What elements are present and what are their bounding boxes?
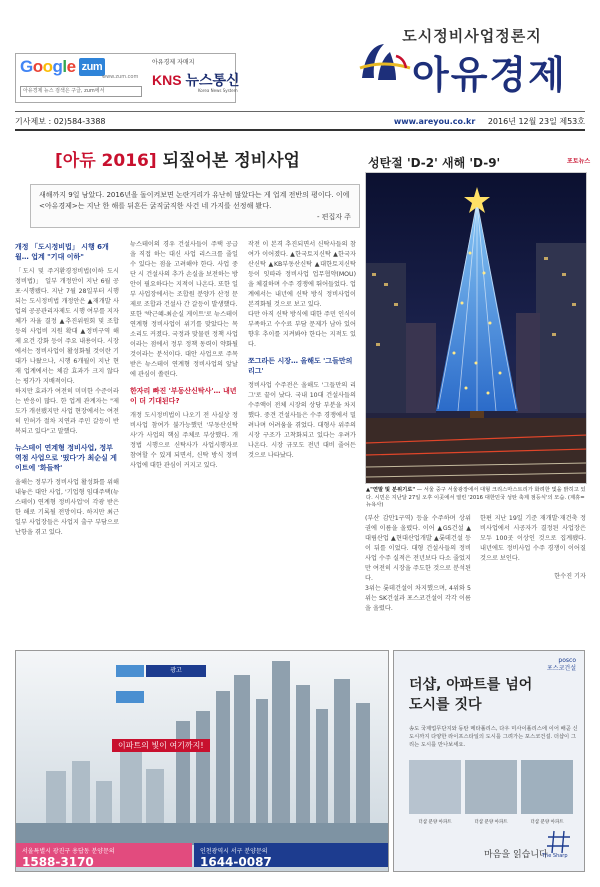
column-2-paragraph-2: 또한 '박근혜-최순실 게이트'로 뉴스테이 연계형 정비사업이 위기를 맞았다는 목소리도 커졌다. 국정과 맞물린 정책 사업이라는 점에서 정부 정책 동력이 약화될 것이라는 분석이다. 대안 사업으로 주목받은 뉴스테이 연계형 정비사업의 앞날에 관심이 쏠린다. (130, 311, 238, 378)
main-headline (55, 146, 300, 171)
ad-left-tagline: 이파트의 빛이 여기까지! (112, 739, 210, 752)
christmas-tree-image (366, 173, 587, 484)
kns-logo: KNS 뉴스통신 (152, 72, 240, 88)
kns-desc: 아유경제 자매지 (152, 59, 195, 66)
google-zum-block[interactable] (20, 58, 145, 98)
city-skyline-image (16, 651, 389, 872)
apartment-label-2: 더샵 분양 아파트 (474, 820, 508, 825)
article-column-3 (248, 240, 356, 640)
christmas-tree-photo (365, 172, 587, 484)
column-4-paragraph-1: (부산 감만1구역) 등을 수주하며 상위권에 이름을 올렸다. 이어 ▲GS건설 ▲대림산업 ▲현대산업개발 ▲롯데건설 등이 뒤를 이었다. 대형 건설사들의 정비사업 수주 실적은 전년보다 다소 줄었지만 여전히 시장을 주도한 것으로 분석된다. (365, 515, 471, 582)
column-2-subhead: 한자리 빠진 '부동산신탁사'… 내년이 더 기대된다? (130, 387, 237, 405)
posco-brand (547, 657, 576, 673)
zum-logo: zum (79, 58, 106, 76)
column-1-paragraph-1: 「도시 및 주거환경정비법(이하 도시정비법)」 일부 개정안이 지난 6월 공포·시행됐다. 지난 7월 28일부터 시행되는 도시정비법 개정안은 ▲재개발 사업의 공공관리자제도 시행 여부를 지자체가 자율 결정 ▲추진위원회 및 조합 등의 사업비 지원 확대 ▲정비구역 해제 요건 강화 등이 주요 내용이다. 시장에서는 정비사업이 활성화될 것이란 기대가 나왔으나, 시행 6개월이 지난 현재 업계에서는 체감 효과가 크지 않다는 평가가 지배적이다. (15, 268, 119, 385)
report-phone: 기사제보 : 02)584-3388 (15, 117, 106, 126)
ad-banner-2 (116, 691, 144, 703)
the-sharp-logo-icon (544, 827, 580, 863)
ad-slogan: 마음을 읽습니다 (484, 850, 548, 860)
ad-headline-line-1: 더샵, 아파트를 넘어 (409, 677, 533, 693)
column-1-paragraph-2: 하지만 효과가 여전히 미미한 수준이라는 반응이 많다. 한 업계 관계자는 "제도가 개선됐지만 사업 현장에서는 여전히 인허가 절차 지연과 주민 갈등이 반복되고 있다"고 말했다. (15, 388, 119, 435)
article-column-4 (365, 514, 471, 634)
column-1-paragraph-3: 올해는 정부가 정비사업 활성화를 위해 내놓은 대안 사업, '기업형 임대주택(뉴스테이) 연계형 정비사업'이 각광 받은 한 해로 기록될 전망이다. 하지만 최근 일부 사업장들은 사업지 출구 부담으로 난항을 겪고 있다. (15, 479, 119, 536)
ad-phone-box-2[interactable] (194, 843, 388, 867)
column-5-paragraph-1: 한편 지난 19일 기준 재개발·재건축 정비사업에서 시공자가 결정된 사업장은 모두 100곳 이상인 것으로 집계됐다. 내년에도 정비사업 수주 경쟁이 이어질 것으로 보인다. (480, 515, 586, 562)
apartment-ad-left[interactable] (15, 650, 389, 872)
column-1-subhead-2: 뉴스테이 연계형 정비사업, 정부 역점 사업으로 '떴다'가 최순실 게이트에 '화들짝' (15, 444, 117, 472)
article-column-1 (15, 240, 119, 640)
sponsor-box[interactable] (15, 53, 240, 103)
ad-phone-label-1: 서울특별시 광진구 용답동 분양문의 (22, 848, 115, 855)
intro-byline: - 편집자 주 (316, 213, 351, 221)
apartment-image-1 (409, 760, 461, 814)
apartment-image-3 (521, 760, 573, 814)
headline-text: 되짚어본 정비사업 (162, 151, 300, 171)
column-3-paragraph-3: 정비사업 수주전은 올해도 '그들만의 리그'로 끝이 났다. 국내 10대 건설사들의 수주액이 전체 시장의 상당 부분을 차지했다. 중견 건설사들은 수주 경쟁에서 밀려나며 어려움을 겪었다. 대형사 위주의 시장 구조가 고착화되고 있다는 우려가 나온다. 시장 규모도 전년 대비 줄어든 것으로 나타났다. (248, 382, 356, 459)
masthead-title: 아유경제 (412, 53, 567, 97)
the-sharp-logo-text: The Sharp (542, 853, 568, 859)
search-box[interactable]: 아유경제 뉴스 검색은 구글, zum에서 (20, 86, 142, 97)
ad-banner-label: 광고 (146, 665, 206, 677)
ad-apartment-images (409, 760, 574, 825)
apartment-label-3: 더샵 분양 아파트 (530, 820, 564, 825)
article-column-5 (480, 514, 586, 640)
apartment-image-2 (465, 760, 517, 814)
caption-title: ▲"연말 및 분위기로" (366, 487, 416, 493)
apartment-label-1: 더샵 분양 아파트 (418, 820, 452, 825)
ad-phone-label-2: 인천광역시 서구 분양문의 (200, 848, 268, 855)
photo-headline: 성탄절 'D-2' 새해 'D-9' (368, 156, 501, 170)
zum-url: www.zum.com (102, 74, 139, 80)
article-byline: 한수진 기자 (554, 573, 586, 580)
column-3-paragraph-2: 다만 아직 신탁 방식에 대한 주민 인식이 부족하고 수수료 부담 문제가 남아 있어 향후 추이를 지켜봐야 한다는 지적도 있다. (248, 311, 356, 348)
issue-date: 2016년 12월 23일 제53호 (487, 117, 585, 126)
caption-text: — 서울 중구 서울광장에서 대형 크리스마스트리가 화려한 빛을 밝히고 있다. 시민은 지난달 27일 오후 이곳에서 열린 '2016 대한민국 성탄 축제 점등식'의 모습. (제휴=뉴욕사) (366, 487, 586, 508)
headline-tag: [아듀 2016] (55, 151, 157, 171)
article-column-2 (130, 240, 238, 640)
column-3-subhead: 쪼그라든 시장… 올해도 '그들만의 리그' (248, 357, 353, 375)
posco-ad-right[interactable] (393, 650, 585, 872)
ad-right-headline (409, 675, 532, 715)
info-bar (15, 111, 585, 131)
posco-name: 포스코건설 (547, 665, 576, 672)
posco-logo: posco (558, 657, 576, 664)
ad-right-body: 송도 국제업무단지와 동탄 메타폴리스, 다우 미사이폴리스에 이어 배곧 신도시까지 다양한 라이프스타일의 도시를 그려가는 포스코건설. 더샵이 그리는 도시를 만나보세요. (409, 726, 578, 748)
photo-caption (366, 487, 586, 510)
masthead-logo-icon (356, 38, 412, 88)
column-1-subhead-1: 개정 「도시정비법」 시행 6개월… 업계 "기대 이하" (15, 243, 109, 261)
ad-phone-box-1[interactable] (16, 843, 192, 867)
column-2-paragraph-3: 개정 도시정비법이 나오기 전 사실상 정비사업 참여가 불가능했던 '부동산신탁사'가 사업의 핵심 주체로 부상했다. 개정법 시행으로 신탁사가 사업시행자로 참여할 수 있게 되면서, 신탁 방식 정비사업에 대한 관심이 커지고 있다. (130, 412, 238, 469)
ad-phone-number-1[interactable]: 1588-3170 (22, 855, 94, 869)
ad-banner-1 (116, 665, 144, 677)
column-3-paragraph-1: 작전 이 본격 추진되면서 신탁사들의 참여가 이어졌다. ▲한국토지신탁 ▲한국자산신탁 ▲KB부동산신탁 ▲대한토지신탁 등이 잇따라 정비사업 업무협약(MOU)을 체결하며 수주 경쟁에 뛰어들었다. 업계에서는 내년에 신탁 방식 정비사업이 본격화될 것으로 보고 있다. (248, 241, 356, 308)
column-2-paragraph-1: 뉴스테이의 경우 건설사들이 주택 공급을 직접 하는 대신 사업 리스크를 줄일 수 있다는 점을 고려해야 한다. 사업 중단 시 건설사의 추가 손실을 보전하는 방안이 필요하다는 지적이 나온다. 또한 일부 사업장에서는 조합원 분양가 산정 문제로 조합과 건설사 간 갈등이 발생했다. (130, 241, 238, 308)
info-bar-right (394, 114, 585, 130)
ad-phone-number-2[interactable]: 1644-0087 (200, 855, 272, 869)
column-4-paragraph-2: 3위는 롯데건설이 차지했으며, 4위와 5위는 SK건설과 포스코건설이 각각 이름을 올렸다. (365, 585, 471, 612)
google-logo: Google zum (20, 58, 145, 76)
masthead-tagline: 도시정비사업정론지 (402, 27, 542, 45)
kns-sub: Korea News System (198, 88, 238, 93)
intro-text: 새해까지 9일 남았다. 2016년을 돌이켜보면 논란거리가 유난히 많았다는 게 업계 전반의 평이다. 이에 <아유경제>는 지난 한 해를 뒤흔든 굵직굵직한 사건 네 가지를 선정해 봤다. (39, 191, 350, 210)
ad-headline-line-2: 도시를 짓다 (409, 697, 482, 713)
photo-credit: 포토뉴스 (567, 158, 591, 165)
kns-block[interactable] (152, 58, 240, 98)
site-url-link[interactable]: www.areyou.co.kr (393, 117, 476, 126)
intro-box (30, 184, 360, 228)
